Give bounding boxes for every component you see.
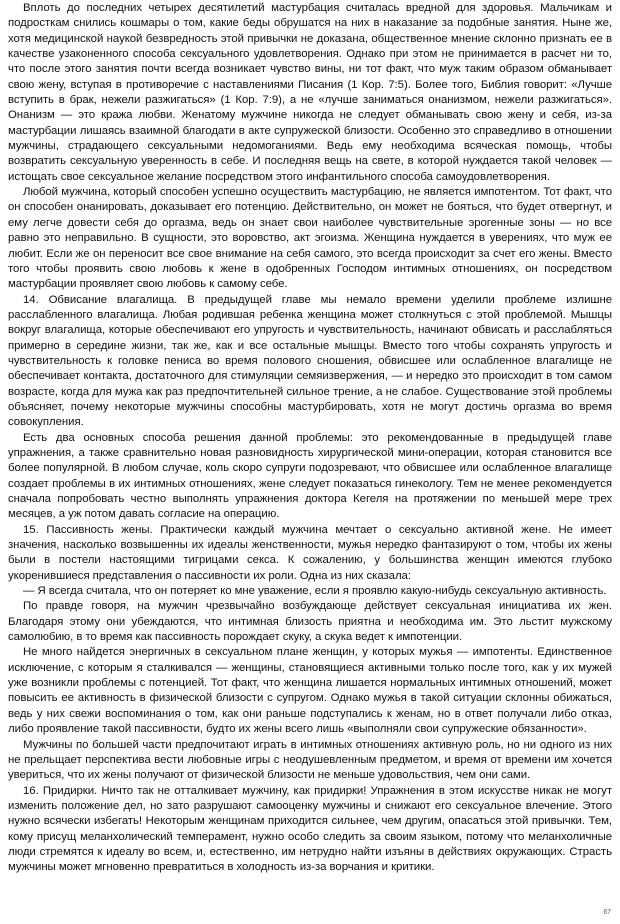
page-number: 67 [603,908,611,916]
paragraph: 14. Обвисание влагалища. В предыдущей главе мы немало времени уделили проблеме излишне расслабленного влагалища. Любая родившая ребенка женщина может столкнуться с этой проблемой. Мышцы вокруг влагалища, которые обеспечивают его упругость и чувствительность, начинают обвисать и расслабляться примерно в середине жизни, так же, как и все остальные мышцы. Вместо того чтобы сохранять упругость и чувствительность к головке пениса во время полового сношения, обвисшее или ослабленное влагалище не обеспечивает контакта, достаточного для стимуляции семяизвержения, — и нередко это происходит в том самом возрасте, когда для мужа как раз предпочтительней сильное трение, а не слабое. Существование этой проблемы объясняет, почему некоторые мужчины способны мастурбировать, хотя не могут достичь оргазма во время совокупления. [8,293,612,429]
paragraph: 16. Придирки. Ничто так не отталкивает мужчину, как придирки! Упражнения в этом искусстве никак не могут изменить положение дел, но зато разрушают самооценку мужчины и снижают его сексуальное влечение. Этого нужно всячески избегать! Некоторым женщинам приходится сильнее, чем другим, опасаться этой привычки. Тем, кому присущ меланхолический темперамент, нужно особо следить за своим языком, потому что меланхоличные люди стремятся к идеалу во всем, и, естественно, им нетрудно найти изъяны в действиях окружающих. Страсть мужчины может мгновенно превратиться в холодность из-за ворчания и критики. [8,784,612,874]
paragraph: По правде говоря, на мужчин чрезвычайно возбуждающе действует сексуальная инициатива их жен. Благодаря этому они убеждаются, что интимная близость приятна и необходима им. Это льстит мужскому самолюбию, в то время как пассивность порождает скуку, а скука ведет к импотенции. [8,600,612,644]
paragraph: Вплоть до последних четырех десятилетий мастурбация считалась вредной для здоровья. Мальчикам и подросткам снились кошмары о том, какие беды обрушатся на них в наказание за подобные занятия. Ныне же, хотя медицинской наукой безвредность этой привычки не доказана, общественное мнение склонно признать ее в качестве узаконенного способа сексуального удовлетворения. Однако при этом не принимается в расчет ни то, что после этого занятия почти всегда возникает чувство вины, ни тот факт, что муж таким образом обманывает свою жену, вступая в противоречие с наставлениями Писания (1 Кор. 7:5). Более того, Библия говорит: «Лучше вступить в брак, нежели разжигаться» (1 Кор. 7:9), а не «лучше заниматься онанизмом, нежели разжигаться». Онанизм — это кража любви. Женатому мужчине никогда не следует обманывать свою жену и себя, из-за мастурбации лишаясь взаимной благодати в акте супружеской близости. Особенно это справедливо в отношении мужчины, страдающего сексуальными недомоганиями. Ведь ему необходима всяческая помощь, чтобы возвратить сексуальную уверенность в себе. И последняя вещь на свете, в которой нуждается такой человек — истощать свое сексуальное желание посредством этого инфантильного способа самоудовлетворения. [8,2,612,183]
paragraph: Мужчины по большей части предпочитают играть в интимных отношениях активную роль, но ни одного из них не прельщает перспектива вести любовные игры с неодушевленным предметом, и время от времени им хочется увериться, что их жены получают от физической близости не меньше удовольствия, чем они сами. [8,738,612,782]
paragraph: Есть два основных способа решения данной проблемы: это рекомендованные в предыдущей главе упражнения, а также сравнительно новая разновидность хирургической мини-операции, которая становится все более популярной. В любом случае, коль скоро супруги подозревают, что обвисшее или ослабленное влагалище создает проблемы в их интимных отношениях, жене следует показаться гинекологу. Тем не менее рекомендуется сначала попробовать честно выполнять упражнения доктора Кегеля на протяжении по меньшей мере трех месяцев, а уж потом давать согласие на операцию. [8,431,612,521]
paragraph: Не много найдется энергичных в сексуальном плане женщин, у которых мужья — импотенты. Единственное исключение, с которым я сталкивался — женщины, становящиеся активными только после того, как у их мужей уже возникли проблемы с потенцией. Тот факт, что женщина лишается нормальных интимных отношений, может повысить ее активность в физической близости с супругом. Однако мужья в такой ситуации склонны обижаться, ведь у них свежи воспоминания о том, как они раньше подступались к женам, но в ответ получали либо отказ, либо проявление такой пассивности, будто их жены всего лишь «выполняли свои супружеские обязанности». [8,646,612,736]
paragraph: Любой мужчина, который способен успешно осуществить мастурбацию, не является импотентом. Тот факт, что он способен онанировать, доказывает его потенцию. Действительно, он может не бояться, что будет отвергнут, и ему легче довести себя до оргазма, ведь он знает свои наиболее чувствительные эрогенные зоны — но все равно это неправильно. В сущности, это воровство, акт эгоизма. Женщина нуждается в уверениях, что муж ее любит. Если же он переносит все свое внимание на себя самого, это всегда происходит за счет его жены. Вместо того чтобы проявить свою любовь к жене в одобренных Господом интимных отношениях, он посредством мастурбации проявляет свою любовь к самому себе. [8,186,612,291]
quote-paragraph: — Я всегда считала, что он потеряет ко мне уважение, если я проявлю какую-нибудь сексуальную активность. [23,585,607,598]
paragraph: 15. Пассивность жены. Практически каждый мужчина мечтает о сексуально активной жене. Не имеет значения, насколько возвышенны их идеалы женственности, мужья нередко фантазируют о том, чтобы их жены были в постели настоящими тигрицами секса. К сожалению, у большинства женщин имеются глубоко укоренившиеся представления о пассивности их роли. Одна из них сказала: [8,523,612,582]
